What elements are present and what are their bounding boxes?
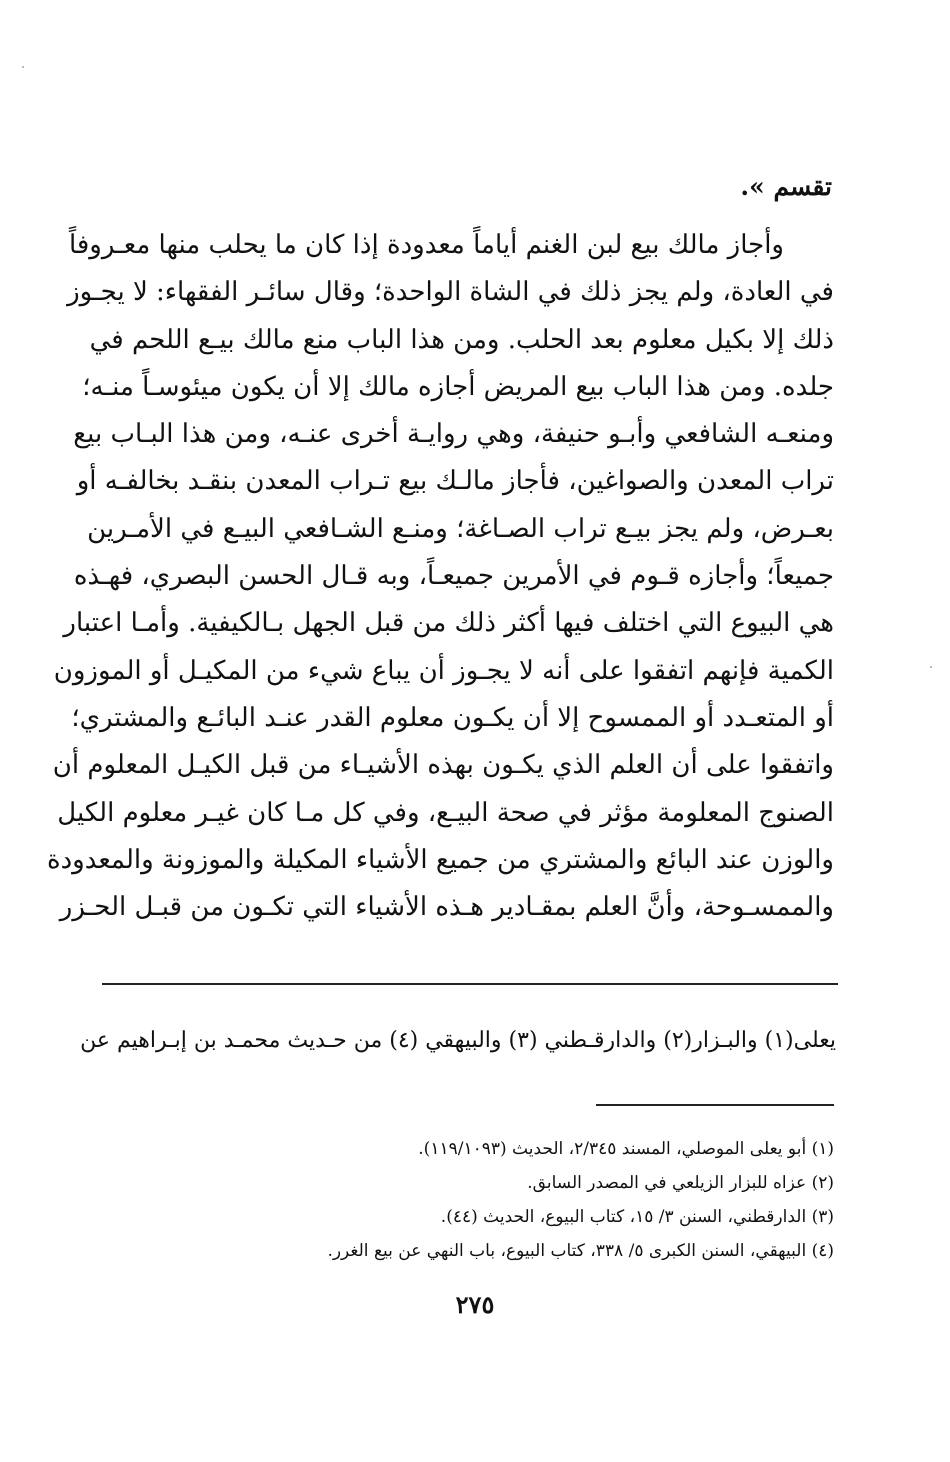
page-number: ٢٧٥ <box>455 1290 495 1319</box>
main-text <box>46 222 834 931</box>
continuation-line: تقسم ». <box>740 172 832 201</box>
text-line: جميعاً؛ وأجازه قـوم في الأمرين جميعـاً، وبه قـال الحسن البصري، فهـذه <box>73 561 834 592</box>
text-line: في العادة، ولم يجز ذلك في الشاة الواحدة؛ وقال سائـر الفقهاء: لا يجـوز <box>67 277 834 308</box>
scan-speck <box>930 666 932 668</box>
scan-speck <box>22 66 24 68</box>
footnote-item: (٣) الدارقطني، السنن ٣/ ١٥، كتاب البيوع، الحديث (٤٤). <box>440 1207 834 1227</box>
text-line: واتفقوا على أن العلم الذي يكـون بهذه الأشيـاء من قبل الكيـل المعلوم أن <box>52 750 834 781</box>
text-line: أو المتعـدد أو الممسوح إلا أن يكـون معلوم القدر عنـد البائـع والمشتري؛ <box>71 702 834 733</box>
text-line: الصنوج المعلومة مؤثر في صحة البيـع، وفي كل مـا كان غيـر معلوم الكيل <box>57 797 834 828</box>
text-line: جلده. ومن هذا الباب بيع المريض أجازه مالك إلا أن يكون ميئوسـاً منـه؛ <box>82 371 834 402</box>
footnotes-list <box>200 1132 834 1268</box>
text-line: وأجاز مالك بيع لبن الغنم أياماً معدودة إذا كان ما يحلب منها معـروفاً <box>68 230 784 260</box>
text-line: والممسـوحة، وأنَّ العلم بمقـادير هـذه الأشياء التي تكـون من قبـل الحـزر <box>59 892 834 923</box>
footnote-item: (١) أبو يعلى الموصلي، المسند ٢/٣٤٥، الحديث (١١٩/١٠٩٣). <box>418 1139 834 1159</box>
text-line: والوزن عند البائع والمشتري من جميع الأشياء المكيلة والموزونة والمعدودة <box>46 844 834 875</box>
text-line: ومنعـه الشافعي وأبـو حنيفة، وهي روايـة أخرى عنـه، ومن هذا البـاب بيع <box>73 419 834 450</box>
footnote-lead-line: يعلى(١) والبـزار(٢) والدارقـطني (٣) والبيهقي (٤) من حـديث محمـد بن إبـراهيم عن <box>80 1028 836 1053</box>
text-line: الكمية فإنهم اتفقوا على أنه لا يجـوز أن يباع شيء من المكيـل أو الموزون <box>53 655 834 686</box>
text-line: تراب المعدن والصواغين، فأجاز مالـك بيع تـراب المعدن بنقـد بخالفـه أو <box>76 466 834 497</box>
text-line: هي البيوع التي اختلف فيها أكثر ذلك من قبل الجهل بـالكيفية. وأمـا اعتبار <box>63 608 834 639</box>
text-line: ذلك إلا بكيل معلوم بعد الحلب. ومن هذا الباب منع مالك بيـع اللحم في <box>89 324 834 355</box>
text-line: بعـرض، ولم يجز بيـع تراب الصـاغة؛ ومنـع الشـافعي البيـع في الأمـرين <box>87 513 834 544</box>
footnote-item: (٤) البيهقي، السنن الكبرى ٥/ ٣٣٨، كتاب البيوع، باب النهي عن بيع الغرر. <box>327 1241 834 1261</box>
footnote-rule <box>596 1104 834 1106</box>
footnote-item: (٢) عزاه للبزار الزيلعي في المصدر السابق. <box>527 1173 834 1193</box>
text-footnote-divider <box>102 983 838 985</box>
